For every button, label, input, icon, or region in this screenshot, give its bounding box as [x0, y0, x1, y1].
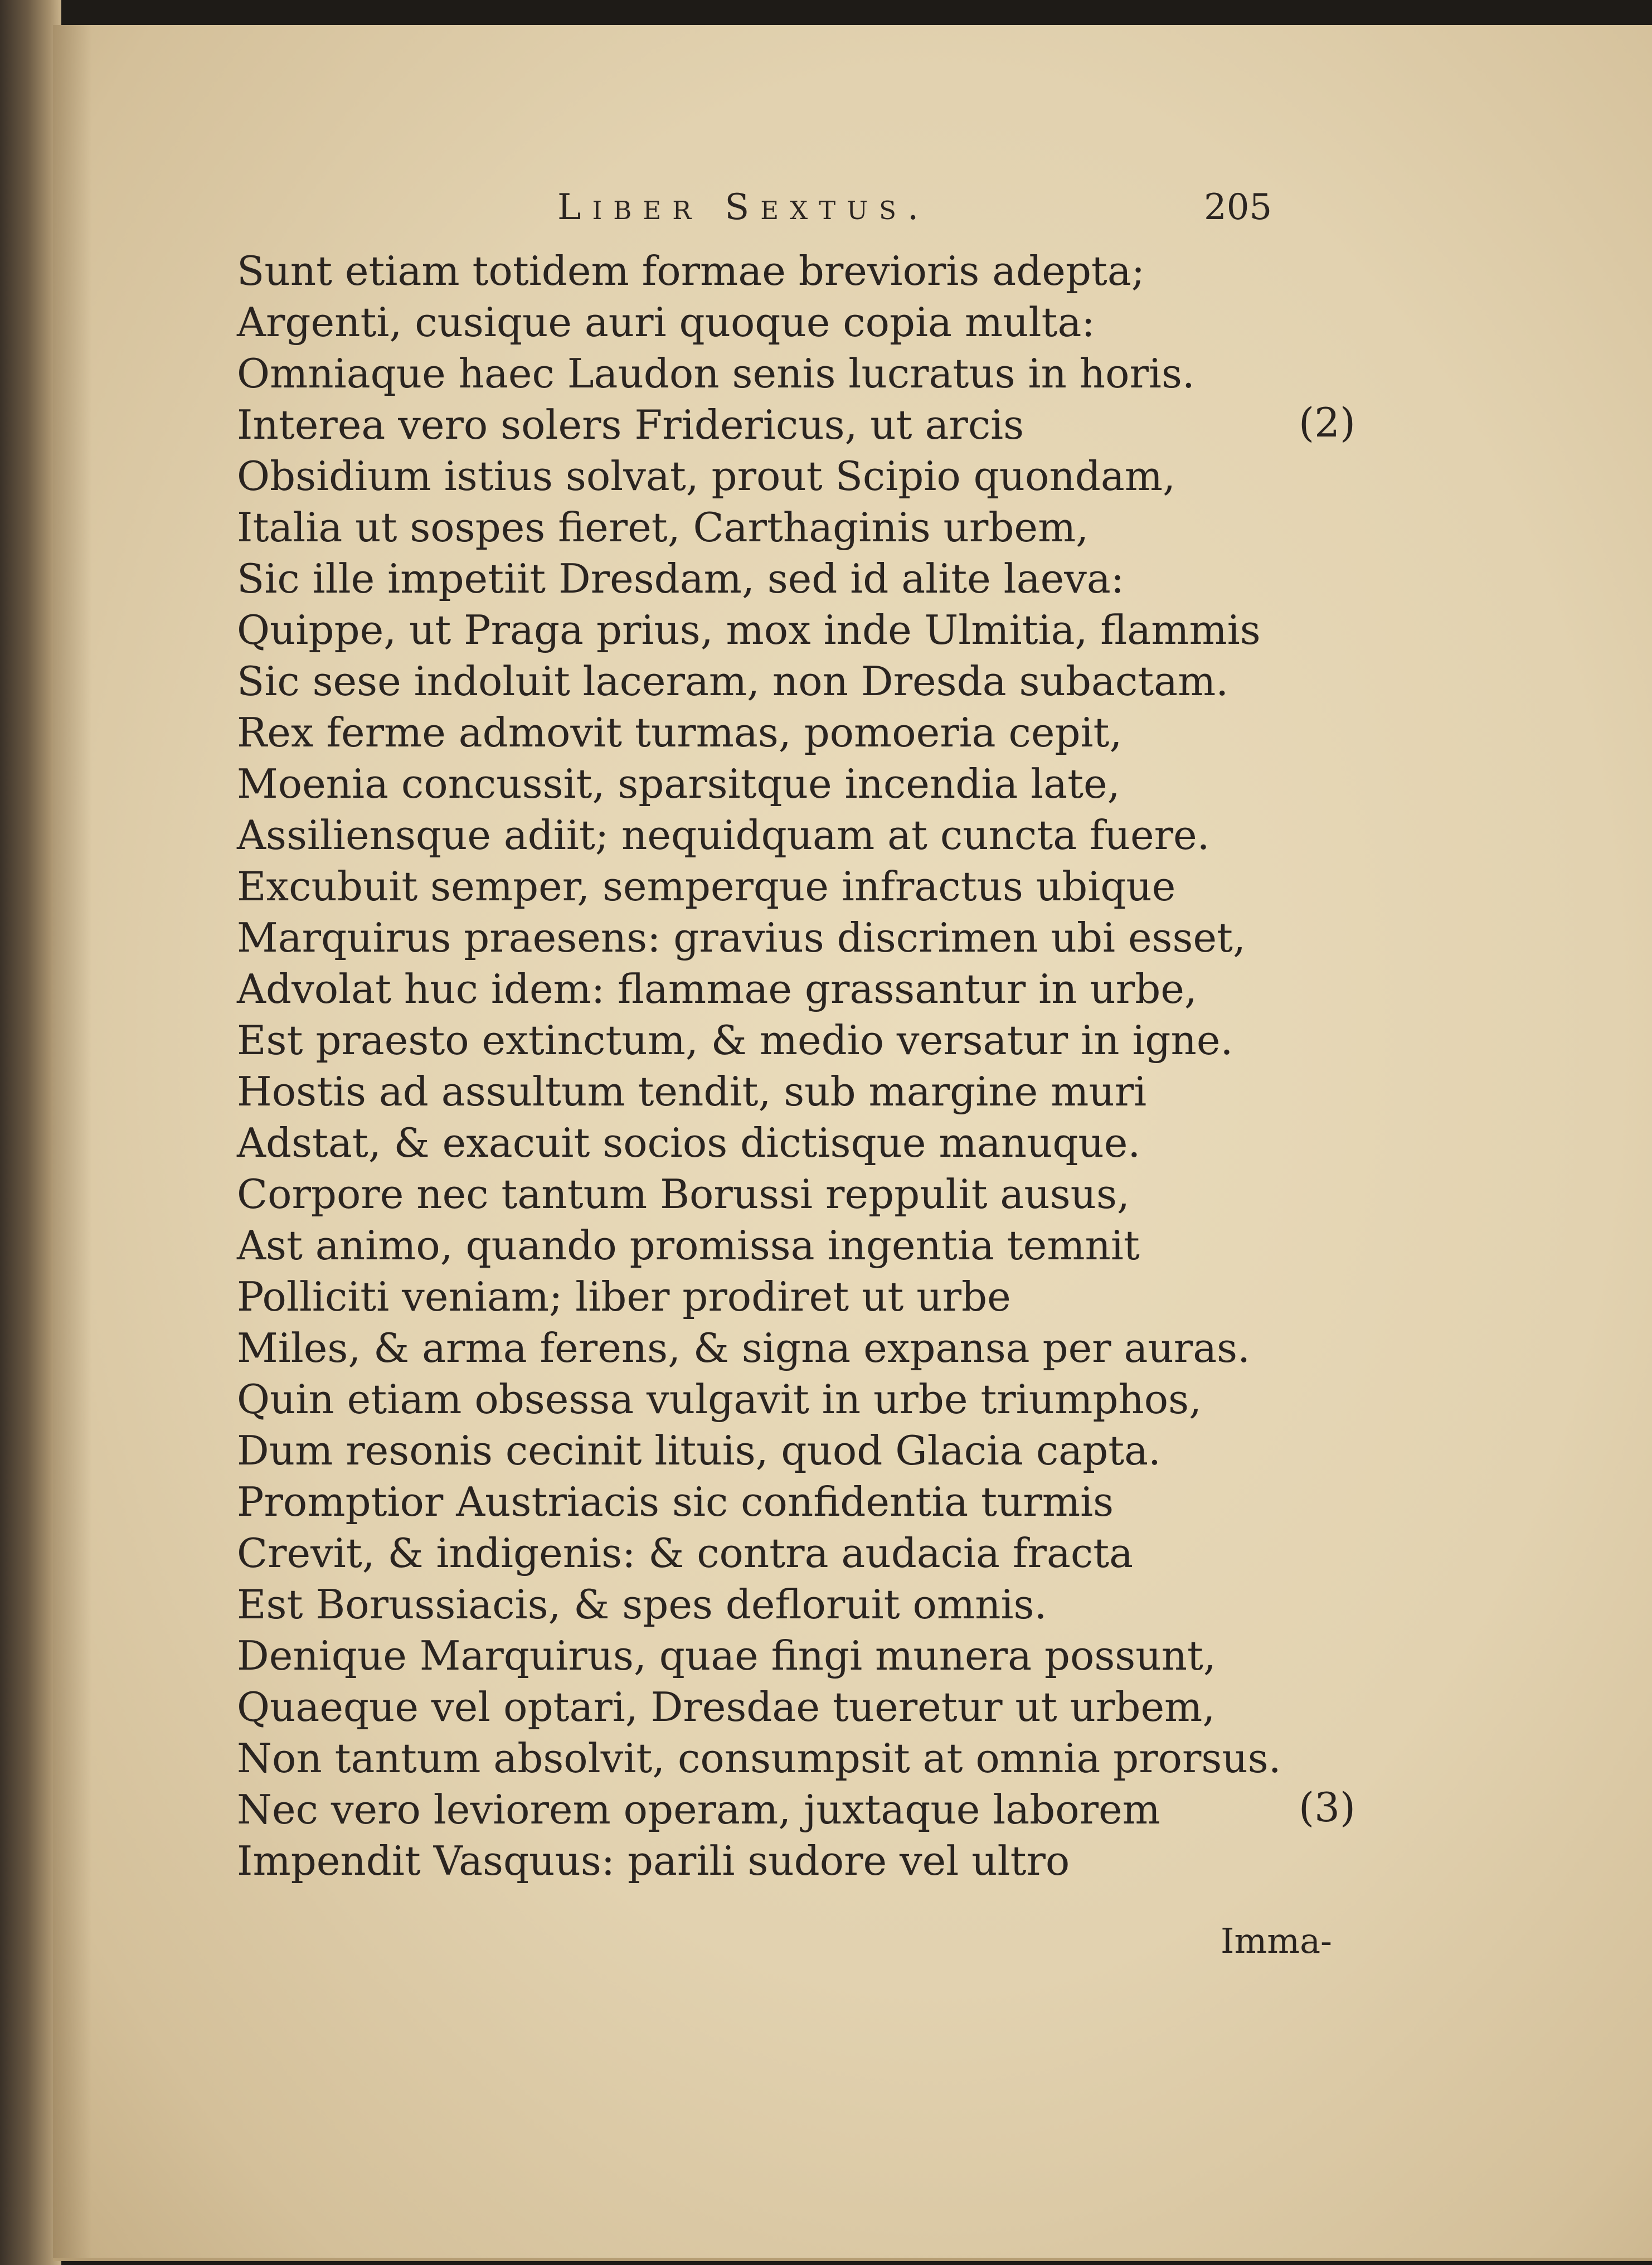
verse-line: Moenia concussit, sparsitque incendia late, [237, 760, 1120, 807]
verse-line: Polliciti veniam; liber prodiret ut urbe [237, 1273, 1011, 1320]
verse-line: Dum resonis cecinit lituis, quod Glacia capta. [237, 1427, 1161, 1474]
verse-line: Omniaque haec Laudon senis lucratus in horis. [237, 350, 1195, 397]
note-marker: (3) [1299, 1784, 1355, 1831]
verse-line: Est praesto extinctum, & medio versatur in igne. [237, 1017, 1233, 1064]
verse-line: Advolat huc idem: flammae grassantur in urbe, [237, 966, 1197, 1012]
verse-line: Miles, & arma ferens, & signa expansa per auras. [237, 1325, 1250, 1371]
verse-line: Marquirus praesens: gravius discrimen ubi esset, [237, 914, 1246, 961]
verse-line: Quin etiam obsessa vulgavit in urbe triumphos, [237, 1376, 1202, 1423]
verse-line: Corpore nec tantum Borussi reppulit ausus, [237, 1171, 1130, 1218]
verse-line: Est Borussiacis, & spes defloruit omnis. [237, 1581, 1047, 1628]
verse-line: Interea vero solers Fridericus, ut arcis [237, 401, 1024, 448]
verse-line: Quaeque vel optari, Dresdae tueretur ut urbem, [237, 1684, 1216, 1730]
verse-line: Crevit, & indigenis: & contra audacia fracta [237, 1530, 1134, 1577]
verse-line: Italia ut sospes fieret, Carthaginis urbem, [237, 504, 1089, 551]
verse-line: Adstat, & exacuit socios dictisque manuque. [237, 1119, 1141, 1166]
verse-line: Quippe, ut Praga prius, mox inde Ulmitia, flammis [237, 607, 1261, 653]
verse-line: Sunt etiam totidem formae brevioris adepta; [237, 248, 1145, 294]
verse-line: Nec vero leviorem operam, juxtaque laborem [237, 1786, 1160, 1833]
verse-block [237, 245, 1385, 1886]
verse-line: Excubuit semper, semperque infractus ubique [237, 863, 1176, 910]
verse-line: Ast animo, quando promissa ingentia temnit [237, 1222, 1140, 1269]
verse-line: Sic sese indoluit laceram, non Dresda subactam. [237, 658, 1229, 705]
verse-line: Denique Marquirus, quae fingi munera possunt, [237, 1632, 1216, 1679]
verse-line: Argenti, cusique auri quoque copia multa: [237, 299, 1095, 346]
verse-line: Hostis ad assultum tendit, sub margine muri [237, 1068, 1147, 1115]
page-number: 205 [1204, 187, 1272, 228]
page-header [557, 187, 1393, 248]
verse-line: Non tantum absolvit, consumpsit at omnia prorsus. [237, 1735, 1281, 1782]
verse-line: Obsidium istius solvat, prout Scipio quondam, [237, 453, 1175, 499]
verse-line: Assiliensque adiit; nequidquam at cuncta fuere. [237, 812, 1210, 859]
book-binding-edge [0, 0, 61, 2265]
running-title: Liber Sextus. [557, 187, 930, 228]
verse-line: Promptior Austriacis sic confidentia turmis [237, 1478, 1114, 1525]
note-marker: (2) [1299, 399, 1355, 446]
verse-line: Impendit Vasquus: parili sudore vel ultro [237, 1837, 1070, 1884]
verse-line: Rex ferme admovit turmas, pomoeria cepit, [237, 709, 1123, 756]
catchword: Imma- [1221, 1920, 1332, 1961]
verse-line: Sic ille impetiit Dresdam, sed id alite laeva: [237, 555, 1125, 602]
